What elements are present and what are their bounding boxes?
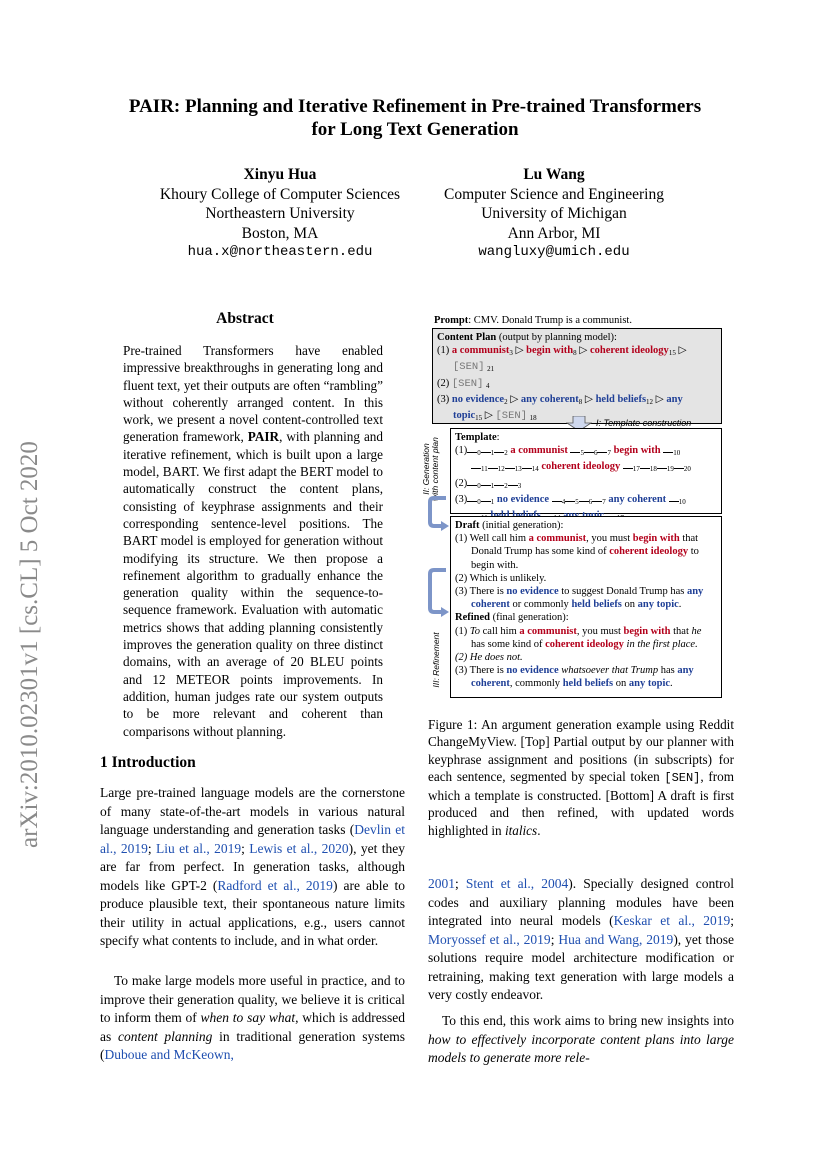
keyphrase: begin with (526, 345, 574, 357)
text: (3) There is (455, 665, 507, 677)
template-line-3: (3) $_0$ $_1$ no evidence $_4$ $_5$ $_6$ $_7$ any coherent $_{10}$ (455, 493, 686, 506)
author-affiliation: Computer Science and Engineering (444, 185, 664, 203)
flow-arrow-icon (428, 496, 450, 532)
title-line-2: for Long Text Generation (311, 119, 519, 140)
prompt-label: Prompt (434, 315, 469, 326)
author-institution: Northeastern University (205, 205, 355, 222)
text: has (658, 665, 678, 677)
plan-line-3-cont: topic$_{15}$ ▷ [SEN] $_{18}$ (453, 410, 537, 423)
italic-text: when to say what (200, 1010, 296, 1025)
italic-text: To (469, 625, 481, 637)
citation-link[interactable]: Hua and Wang, 2019 (558, 931, 674, 947)
draft-label: Draft (455, 520, 480, 531)
intro-paragraph-2 (100, 972, 405, 1065)
plan-note: (output by planning model): (496, 332, 617, 343)
text: to (688, 546, 699, 558)
plan-label: Content Plan (437, 332, 497, 343)
text: ; (147, 840, 157, 856)
text: ), yet those solutions require model architecture modification or retraining, making text generation with large models a very costly endeavor. (428, 931, 734, 1002)
italic-text: how to effectively incorporate content plans into large models to generate more rele- (428, 1031, 734, 1065)
content-plan-box (432, 328, 722, 424)
keyphrase: no evidence (451, 393, 505, 405)
intro-paragraph-1 (100, 784, 405, 951)
refined-line-1: (1) To call him a communist, you must begin with that he (455, 625, 702, 637)
author-email: wangluxy@umich.edu (478, 244, 630, 260)
side-label-text: with content plan (429, 437, 440, 501)
text: ) are able to produce plausible text, their spontaneous nature limits their utility in actual applications, e.g., users cannot specify what contents to include, and in what order. (100, 877, 405, 948)
text: To make large models more useful in practice, and to improve their generation quality, we believe it is critical to inform them of (100, 973, 405, 1025)
text: , you must (576, 625, 624, 637)
keyphrase: any (686, 586, 704, 598)
keyphrase: coherent (471, 599, 510, 611)
right-column-paragraph-1 (428, 875, 734, 1005)
text: ; (730, 913, 735, 928)
sen-token: [SEN] (495, 410, 528, 423)
prompt-text: : CMV. Donald Trump is a communist. (468, 315, 632, 326)
keyphrase: held beliefs (595, 393, 647, 405)
keyphrase: any coherent (520, 393, 579, 405)
citation-link[interactable]: Devlin et al., 2019 (100, 822, 405, 856)
keyphrase: any (677, 665, 694, 677)
title-line-1: PAIR: Planning and Iterative Refinement in Pre-trained Transformers (128, 96, 702, 117)
template-box (450, 428, 722, 514)
abstract-text-cont: , with planning and iterative refinement, which is built upon a large model, BART. We first adapt the BERT model to automatically construct the content plans, consisting of keyphrase assignments and their corresponding sentence-level positions. The BART model is employed for generation without modifying its structure. We then propose a refinement algorithm to gradually enhance the generation quality within the sequence-to-sequence framework. Evaluation with automatic metrics shows that adding planning consistently improves the generation quality on three distinct domains, with an average of 20 BLEU points and 12 METEOR points improvements. In addition, human judges rate our system outputs to be more relevant and coherent than comparisons without planning. (123, 429, 383, 739)
text: To this end, this work aims to bring new insights into (442, 1013, 734, 1028)
citation-link[interactable]: Liu et al., 2019 (156, 840, 242, 856)
text: on (613, 678, 629, 690)
text: ; (241, 840, 250, 856)
refined-line-2 (455, 651, 717, 664)
text: ), yet they are far from perfect. In generation tasks, although models like GPT-2 ( (100, 840, 405, 893)
citation-link[interactable]: Duboue and McKeown, (104, 1047, 234, 1062)
italic-text: content planning (117, 1028, 213, 1044)
keyphrase: a communist (451, 345, 510, 357)
text: , from which a template is constructed. [Bottom] A draft is first produced and then refined, with updated words highlighted in (428, 768, 734, 838)
template-construction-note: I: Template construction (596, 418, 692, 428)
draft-note: (initial generation): (479, 520, 564, 531)
text: that (670, 625, 692, 637)
text: ; (455, 876, 466, 891)
citation-link[interactable]: Stent et al., 2004 (465, 876, 569, 891)
sen-token: [SEN] (453, 361, 485, 374)
refined-label: Refined (455, 612, 490, 624)
right-column-paragraph-2 (428, 1012, 734, 1068)
refined-line-1-cont: has some kind of coherent ideology in the first place. (471, 638, 698, 650)
arxiv-stamp: arXiv:2010.02301v1 [cs.CL] 5 Oct 2020 (16, 441, 43, 848)
text: ; (550, 931, 559, 947)
draft-line-2: (2) Which is unlikely. (455, 572, 547, 584)
keyphrase: coherent (471, 678, 510, 690)
text: has some kind of (471, 638, 546, 650)
text: (1) Well call him (455, 533, 529, 545)
text: , you must (586, 533, 633, 545)
figure-1 (421, 310, 734, 710)
author-affiliation: Khoury College of Computer Sciences (159, 185, 401, 203)
refined-line-3-cont: coherent, commonly held beliefs on any topic. (471, 678, 673, 690)
author-email: hua.x@northeastern.edu (187, 244, 373, 260)
abstract-heading: Abstract (216, 310, 274, 327)
refined-header (455, 611, 717, 624)
author-block-1 (135, 165, 425, 263)
template-line-1-cont: $_{11}$ $_{12}$ $_{13}$ $_{14}$ coherent ideology $_{17}$ $_{18}$ $_{19}$ $_{20}$ (455, 460, 717, 476)
text: on (621, 599, 638, 611)
author-name: Xinyu Hua (243, 166, 317, 183)
author-location: Boston, MA (241, 224, 319, 242)
author-block-2 (409, 165, 699, 263)
sen-token: [SEN] (451, 377, 484, 390)
draft-line-1-end: begin with. (471, 559, 519, 571)
citation-link[interactable]: Moryossef et al., 2019 (428, 931, 551, 947)
side-label-refinement: III: Refinement (431, 632, 441, 688)
italic-text: italics (504, 822, 538, 838)
text: call him (480, 625, 520, 637)
text: Large pre-trained language models are the cornerstone of many state-of-the-art models in various natural language understanding and generation tasks ( (100, 785, 405, 837)
section-heading-introduction: 1 Introduction (100, 754, 196, 771)
sen-token: [SEN] (664, 770, 701, 785)
text: that (679, 533, 699, 545)
draft-line-3: (3) There is no evidence to suggest Donald Trump has any (455, 586, 704, 598)
draft-header (455, 519, 717, 532)
italic-text: in the first place. (623, 638, 698, 650)
template-label: Template (455, 432, 497, 443)
text: in traditional generation systems ( (100, 1028, 405, 1062)
author-location: Ann Arbor, MI (507, 224, 601, 242)
text: (1) (455, 625, 470, 637)
text: Donald Trump has some kind of (471, 546, 610, 558)
template-line-1: (1) $_0$ $_1$ $_2$ a communist $_5$ $_6$ $_7$ begin with $_{10}$ (455, 445, 681, 458)
plan-line-3: (3) no evidence$_2$ ▷ any coherent$_8$ ▷ held beliefs$_{12}$ ▷ any (437, 393, 683, 406)
figure-caption (428, 716, 734, 839)
italic-text: (2) He does not. (455, 652, 523, 664)
text: or commonly (509, 599, 572, 611)
draft-line-1: (1) Well call him a communist, you must begin with that (455, 533, 699, 545)
keyphrase: coherent ideology (589, 345, 669, 357)
figure-prompt (434, 314, 632, 327)
plan-header (437, 331, 717, 344)
draft-line-1-cont: Donald Trump has some kind of coherent ideology to (471, 546, 699, 558)
italic-text: whatsoever that Trump (558, 665, 659, 677)
draft-line-3-cont: coherent or commonly held beliefs on any topic. (471, 599, 682, 611)
text: to suggest Donald Trump has (558, 586, 687, 598)
plan-line-1-cont: [SEN] $_{21}$ (453, 361, 495, 374)
abstract-body (123, 342, 383, 740)
flow-arrow-icon (428, 568, 450, 618)
text: , commonly (509, 678, 563, 690)
paper-title (90, 95, 740, 141)
italic-text: he (691, 625, 702, 637)
text: . (670, 678, 673, 690)
text: ). Specially designed control codes and auxiliary planning modules have been integrated into neural models ( (428, 876, 734, 928)
citation-link[interactable]: 2001 (428, 876, 455, 891)
text: (3) There is (455, 586, 507, 598)
refined-line-3: (3) There is no evidence whatsoever that Trump has any (455, 665, 694, 677)
citation-link[interactable]: Keskar et al., 2019 (613, 913, 731, 928)
abstract-text: Pre-trained Transformers have enabled impressive breakthroughs in generating long and fluent text, yet their outputs are often “rambling” without coherently arranged content. In this work, we present a novel content-controlled text generation framework, (123, 343, 383, 445)
text: Figure 1: An argument generation example using Reddit ChangeMyView. [Top] Partial output by our planner with keyphrase assignment and positions (in subscripts) for each sentence, segmented by special token (428, 717, 734, 784)
side-label-text: II: Generation (421, 443, 431, 495)
abstract-pair-name: PAIR (247, 429, 280, 445)
citation-link[interactable]: Lewis et al., 2020 (249, 840, 349, 856)
text: . (537, 822, 541, 838)
text: . (678, 599, 682, 611)
plan-line-2: (2) [SEN] $_4$ (437, 377, 490, 390)
text: , which is addressed as (100, 1010, 405, 1044)
template-header: Template: (455, 432, 500, 443)
refined-note: (final generation): (490, 612, 569, 624)
plan-line-1: (1) a communist$_3$ ▷ begin with$_8$ ▷ coherent ideology$_{15}$ ▷ (437, 345, 687, 358)
citation-link[interactable]: Radford et al., 2019 (217, 877, 333, 893)
author-institution: University of Michigan (481, 205, 627, 222)
author-name: Lu Wang (523, 166, 585, 183)
template-line-2: (2) $_0$ $_1$ $_2$ $_3$ (455, 477, 522, 490)
draft-refined-box (450, 516, 722, 698)
